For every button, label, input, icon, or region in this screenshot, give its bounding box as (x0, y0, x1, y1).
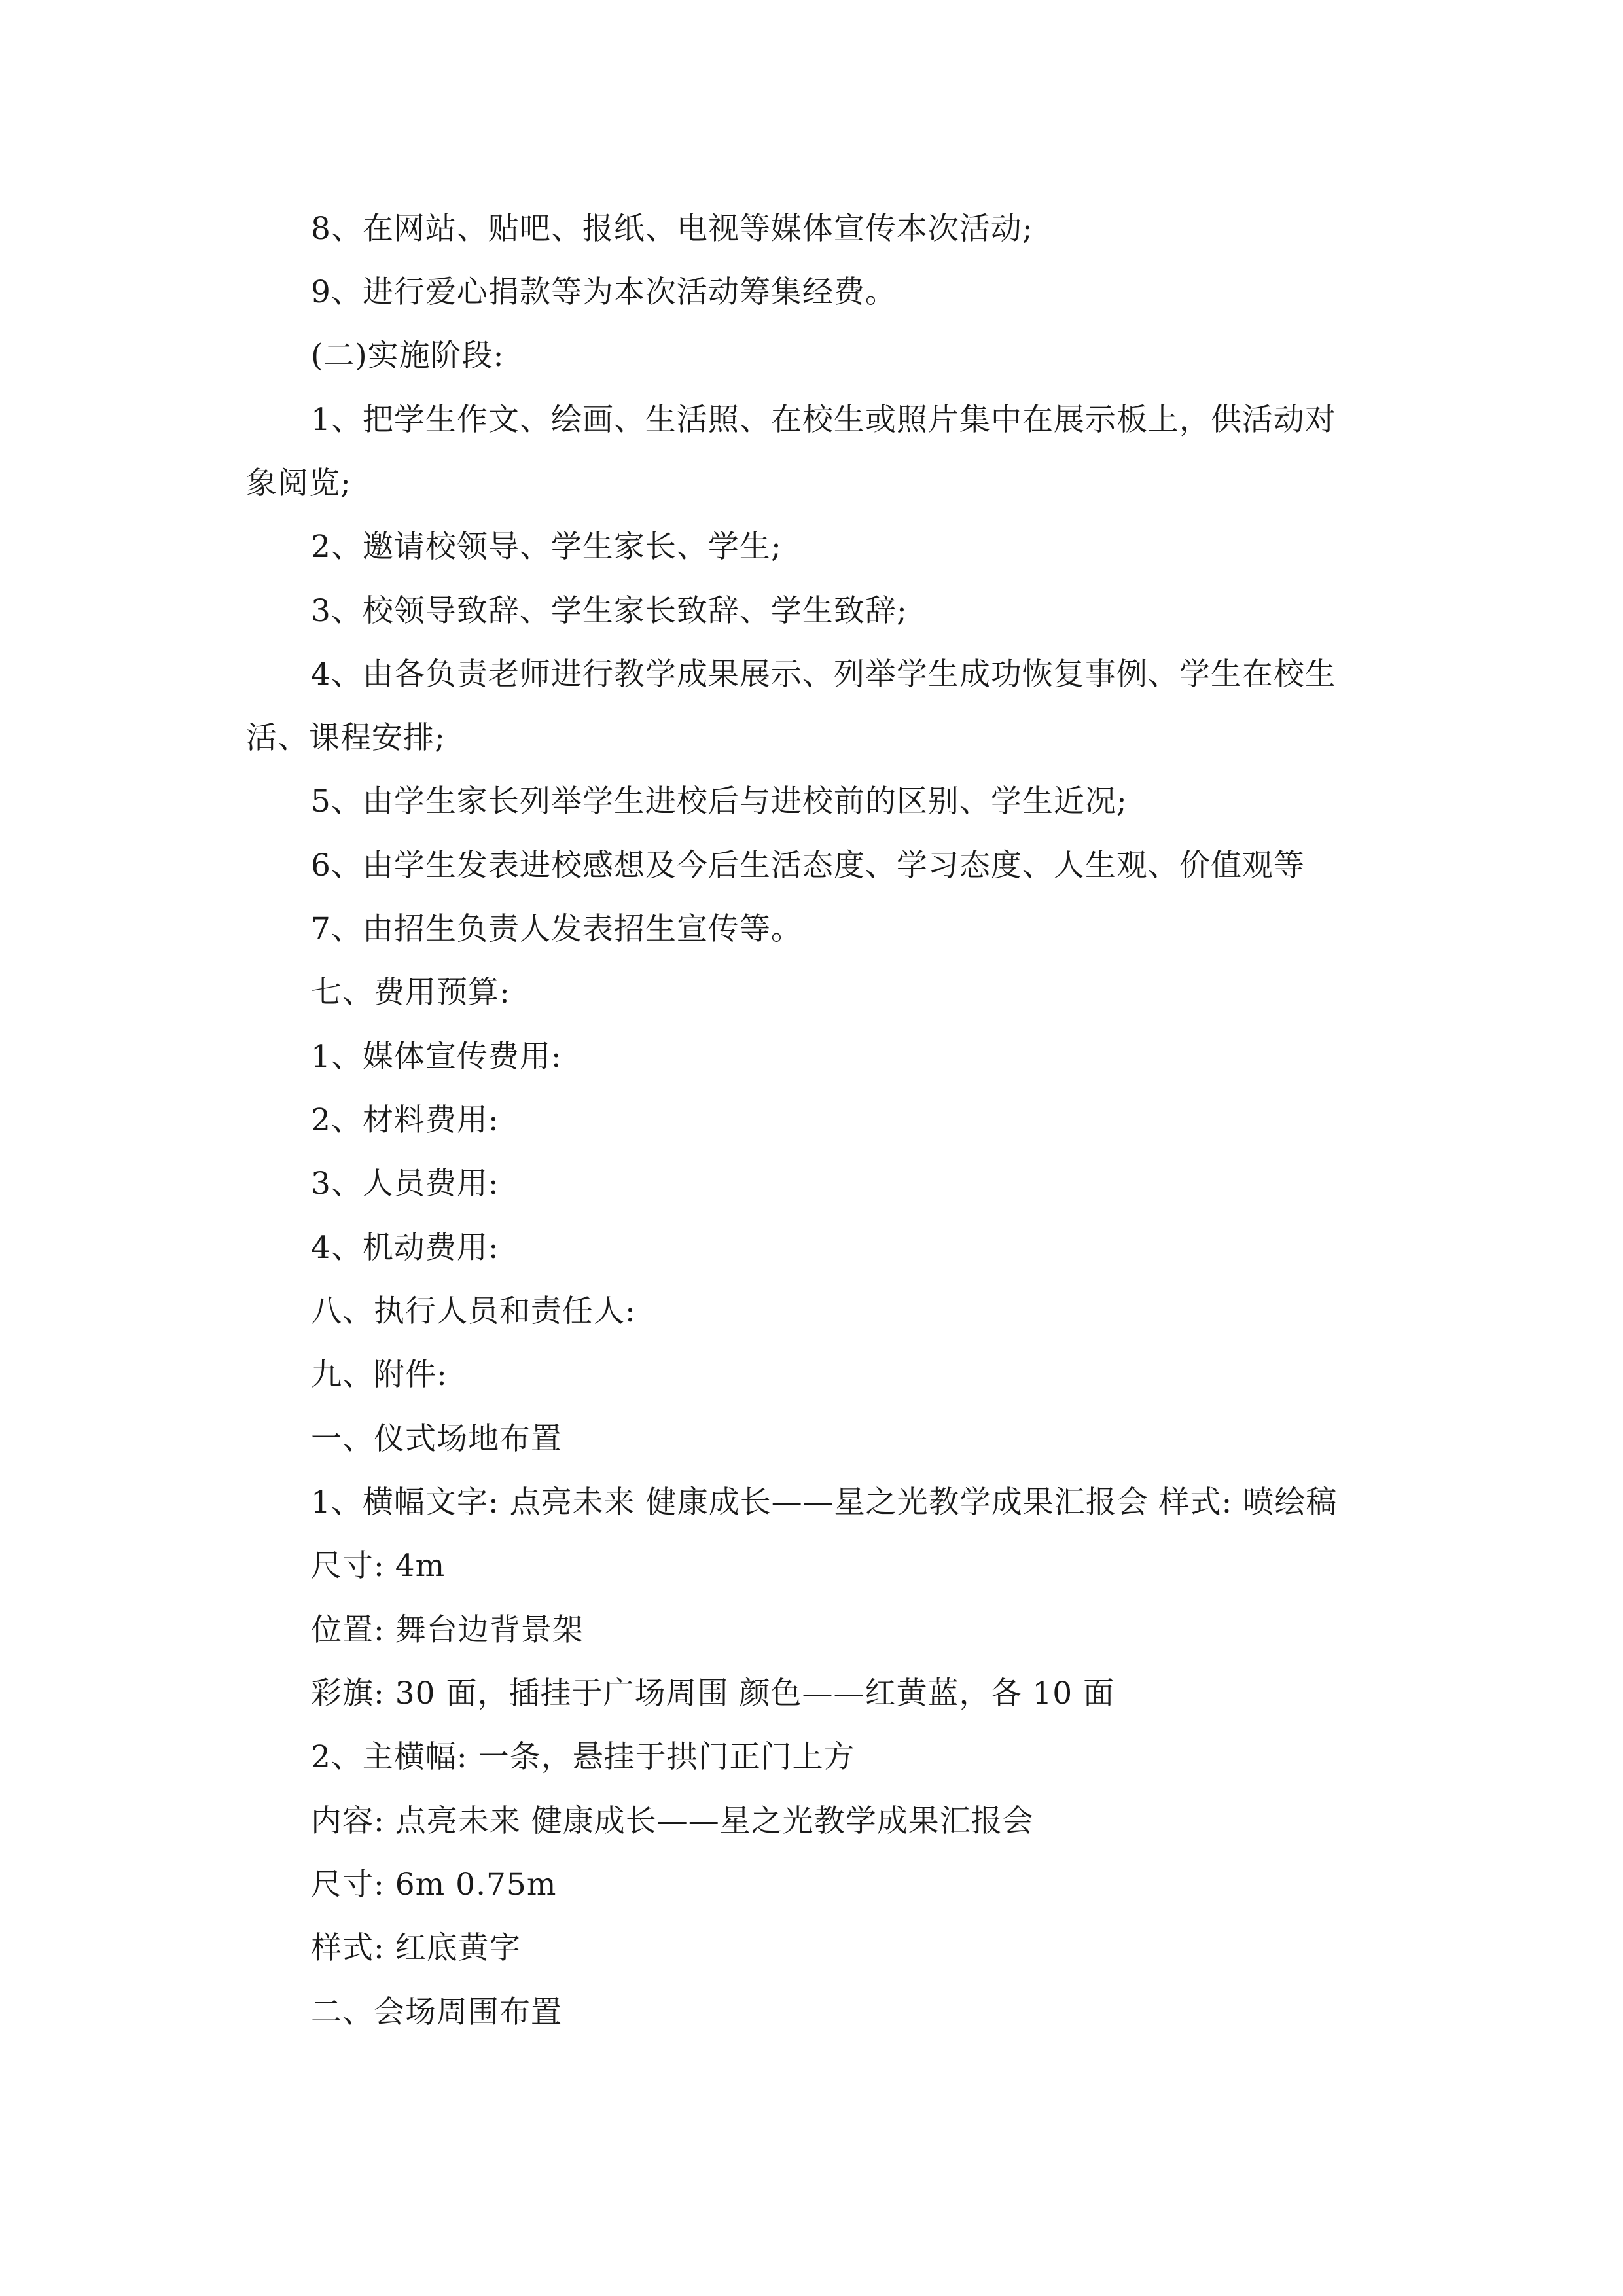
text-line: 样式: 红底黄字 (311, 1930, 521, 1966)
text-line: 内容: 点亮未来 健康成长——星之光教学成果汇报会 (311, 1803, 1034, 1839)
text-line: 1、横幅文字: 点亮未来 健康成长——星之光教学成果汇报会 样式: 喷绘稿 (311, 1484, 1338, 1520)
section-heading: 二、会场周围布置 (311, 1994, 562, 2030)
text-line: 活、课程安排; (246, 720, 446, 756)
text-line: 9、进行爱心捐款等为本次活动筹集经费。 (311, 274, 897, 310)
text-line: 2、主横幅: 一条，悬挂于拱门正门上方 (311, 1739, 855, 1775)
text-line: 4、机动费用: (311, 1230, 499, 1266)
text-line: (二)实施阶段: (311, 338, 505, 374)
text-line: 位置: 舞台边背景架 (311, 1612, 584, 1648)
text-line: 2、邀请校领导、学生家长、学生; (311, 529, 782, 565)
text-line: 3、校领导致辞、学生家长致辞、学生致辞; (311, 593, 908, 629)
text-line: 7、由招生负责人发表招生宣传等。 (311, 911, 802, 947)
text-line: 尺寸: 4m (311, 1548, 446, 1584)
text-line: 1、媒体宣传费用: (311, 1039, 562, 1075)
text-line: 8、在网站、贴吧、报纸、电视等媒体宣传本次活动; (311, 211, 1033, 247)
text-line: 5、由学生家长列举学生进校后与进校前的区别、学生近况; (311, 783, 1128, 819)
text-line: 彩旗: 30 面，插挂于广场周围 颜色——红黄蓝，各 10 面 (311, 1676, 1115, 1712)
section-heading: 九、附件: (311, 1357, 448, 1393)
text-line: 4、由各负责老师进行教学成果展示、列举学生成功恢复事例、学生在校生 (311, 656, 1336, 692)
text-line: 尺寸: 6m 0.75m (311, 1867, 557, 1903)
text-line: 6、由学生发表进校感想及今后生活态度、学习态度、人生观、价值观等 (311, 848, 1305, 884)
text-line: 3、人员费用: (311, 1166, 499, 1202)
text-line: 1、把学生作文、绘画、生活照、在校生或照片集中在展示板上，供活动对 (311, 402, 1336, 438)
text-line: 象阅览; (246, 465, 351, 501)
text-line: 2、材料费用: (311, 1102, 499, 1138)
section-heading: 七、费用预算: (311, 975, 510, 1011)
section-heading: 一、仪式场地布置 (311, 1421, 562, 1457)
section-heading: 八、执行人员和责任人: (311, 1293, 636, 1329)
